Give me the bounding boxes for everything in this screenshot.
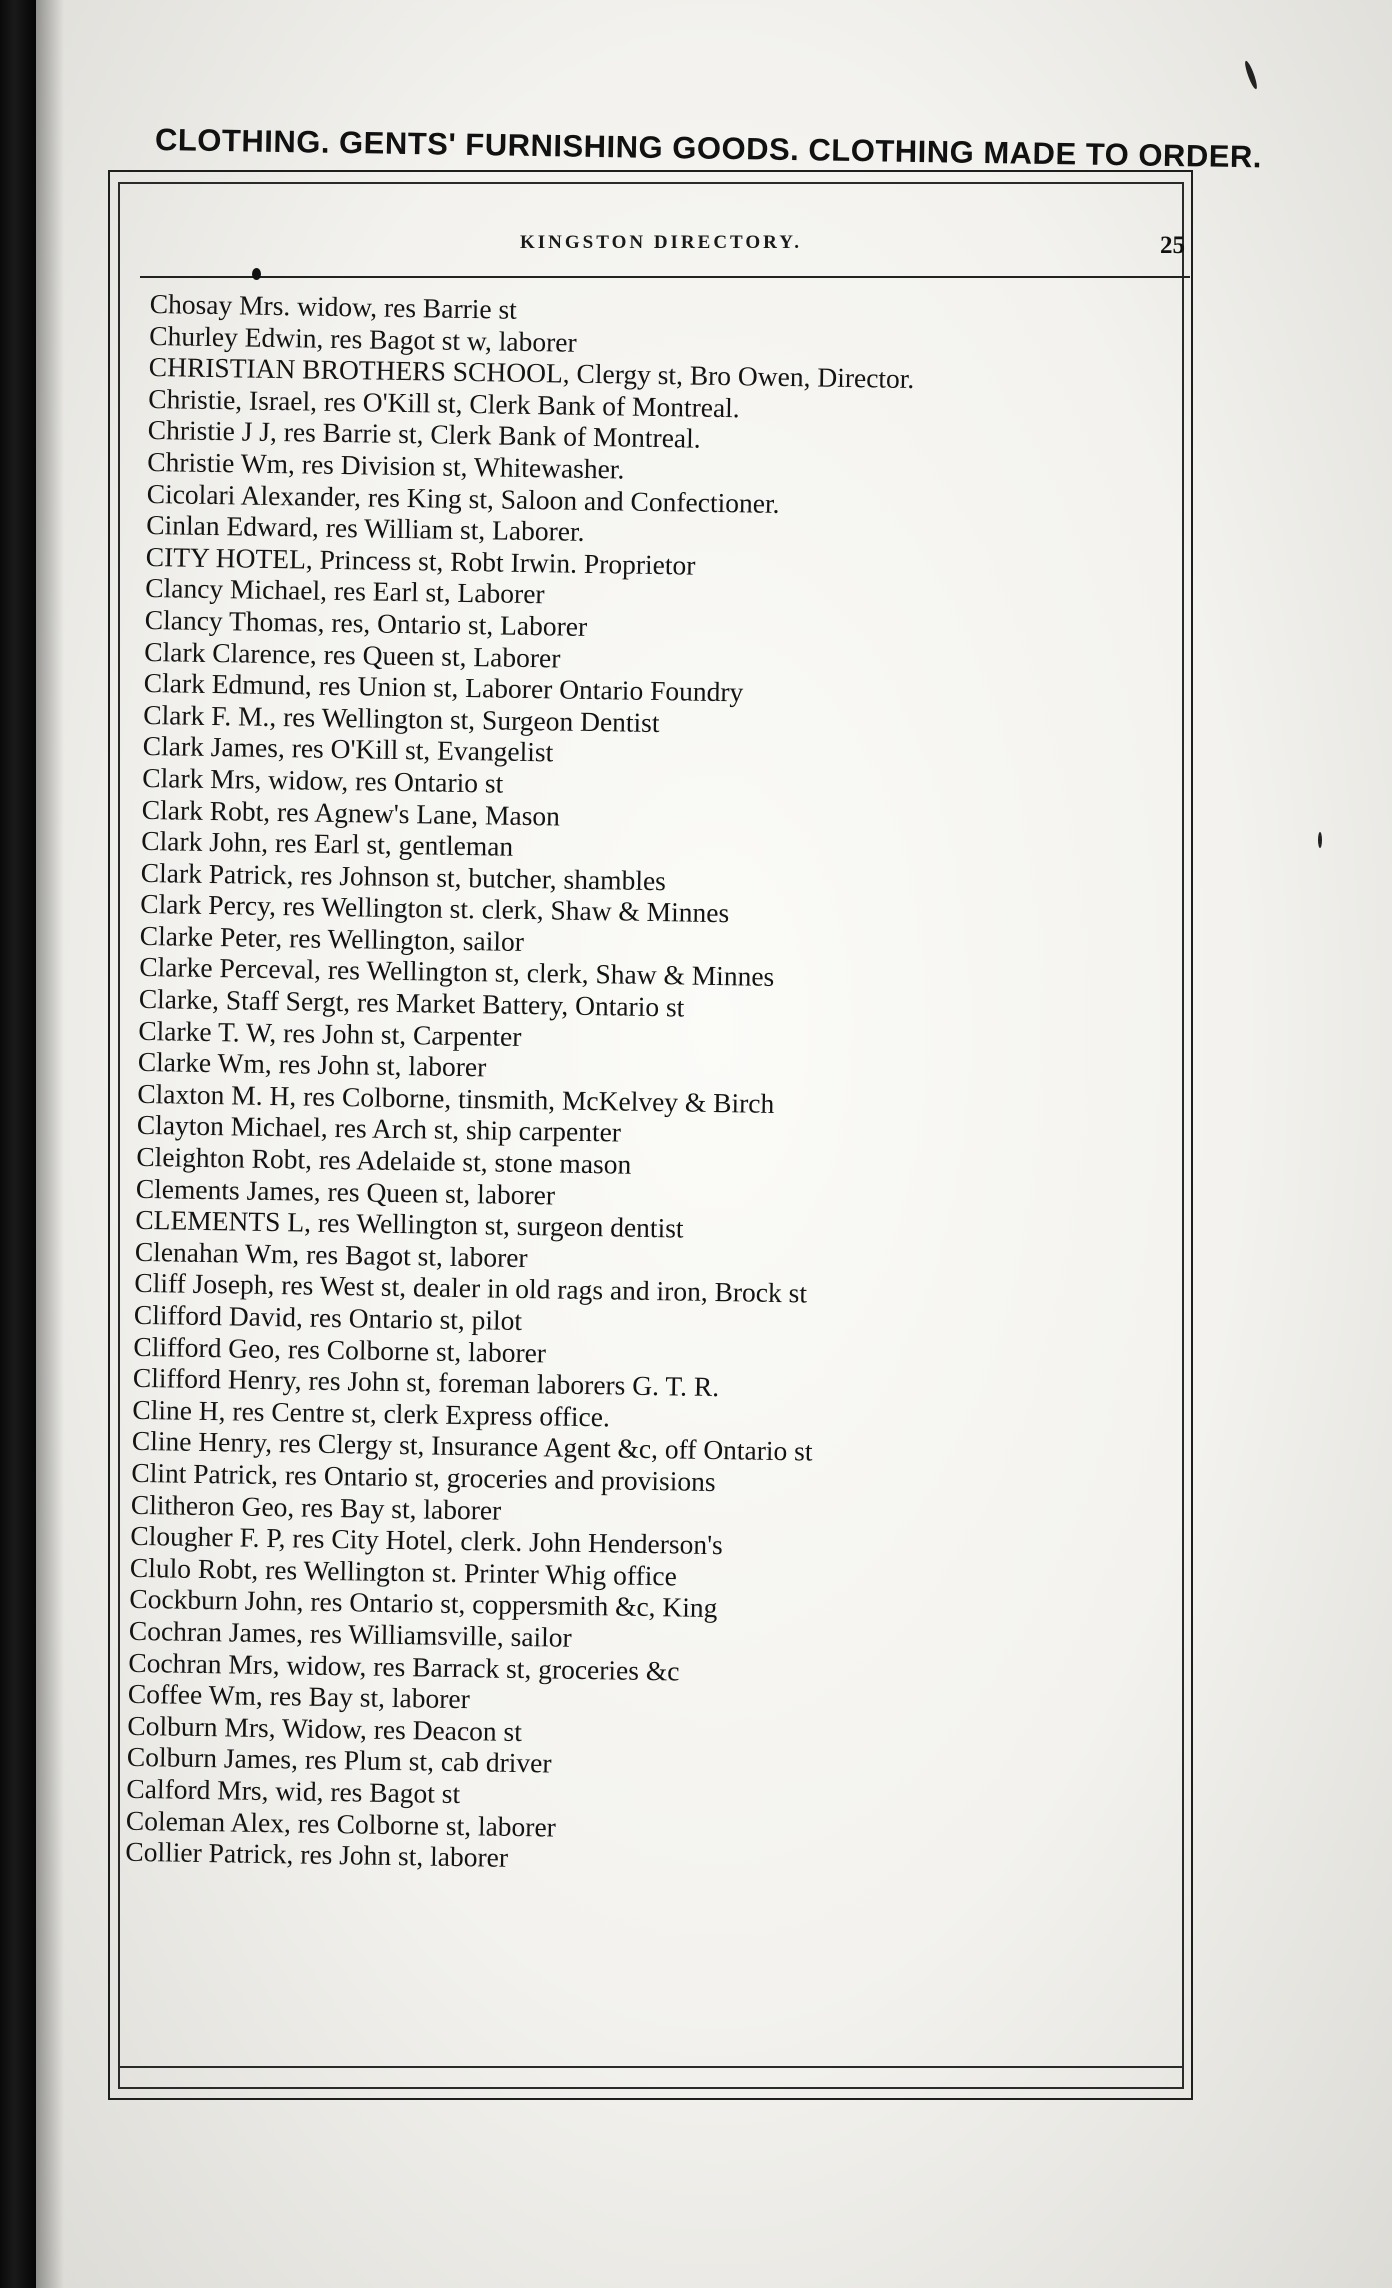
- directory-entry: Cochran Mrs, widow, res Barrack st, groceries &c: [128, 1646, 680, 1687]
- directory-entry: Cleighton Robt, res Adelaide st, stone mason: [136, 1140, 632, 1180]
- directory-entry: Clark Patrick, res Johnson st, butcher, shambles: [140, 856, 667, 896]
- directory-entry: Cicolari Alexander, res King st, Saloon and Confectioner.: [146, 477, 780, 519]
- directory-entry: Christie, Israel, res O'Kill st, Clerk Bank of Montreal.: [148, 382, 740, 424]
- directory-entry: Clements James, res Queen st, laborer: [135, 1172, 556, 1211]
- directory-entry: Clulo Robt, res Wellington st. Printer Whig office: [129, 1551, 678, 1592]
- directory-entry: Clark Robt, res Agnew's Lane, Mason: [141, 793, 561, 832]
- directory-entry: Cline H, res Centre st, clerk Express office.: [132, 1393, 611, 1433]
- footer-rule: [118, 2066, 1184, 2068]
- directory-entry: Coffee Wm, res Bay st, laborer: [127, 1677, 470, 1715]
- paper-speck: [1318, 832, 1322, 848]
- directory-entry: Clayton Michael, res Arch st, ship carpenter: [136, 1109, 622, 1148]
- directory-entry: Colburn Mrs, Widow, res Deacon st: [127, 1709, 523, 1747]
- header-rule: [140, 276, 1190, 278]
- directory-entry: Clark Mrs, widow, res Ontario st: [142, 761, 504, 799]
- directory-entry: Cinlan Edward, res William st, Laborer.: [146, 509, 585, 548]
- directory-entry: Clarke, Staff Sergt, res Market Battery, Ontario st: [138, 982, 685, 1023]
- directory-entry: Cochran James, res Williamsville, sailor: [128, 1614, 572, 1653]
- rule-ornament: [252, 268, 261, 280]
- directory-entry: Clark James, res O'Kill st, Evangelist: [142, 730, 554, 768]
- directory-entry: Calford Mrs, wid, res Bagot st: [126, 1772, 461, 1809]
- running-title: KINGSTON DIRECTORY.: [520, 232, 802, 253]
- advertising-banner: CLOTHING. GENTS' FURNISHING GOODS. CLOTHING MADE TO ORDER.: [154, 122, 1263, 175]
- directory-entry: CITY HOTEL, Princess st, Robt Irwin. Proprietor: [145, 540, 696, 581]
- directory-entry: Christie J J, res Barrie st, Clerk Bank of Montreal.: [147, 414, 701, 455]
- directory-entry: Clark F. M., res Wellington st, Surgeon Dentist: [143, 698, 660, 738]
- directory-entry: Coleman Alex, res Colborne st, laborer: [125, 1804, 557, 1843]
- directory-entry: Clarke Peter, res Wellington, sailor: [139, 919, 525, 957]
- directory-entry: Collier Patrick, res John st, laborer: [125, 1835, 509, 1873]
- directory-entry: Clougher F. P, res City Hotel, clerk. John Henderson's: [130, 1520, 723, 1561]
- page-header: [140, 232, 1190, 272]
- directory-entry: Clarke Wm, res John st, laborer: [137, 1046, 487, 1083]
- directory-entry: Claxton M. H, res Colborne, tinsmith, McKelvey & Birch: [137, 1077, 775, 1119]
- directory-entry: Clarke T. W, res John st, Carpenter: [138, 1014, 522, 1052]
- directory-entry: Clifford Geo, res Colborne st, laborer: [133, 1330, 547, 1368]
- directory-entry: CLEMENTS L, res Wellington st, surgeon dentist: [135, 1204, 684, 1244]
- directory-entry: Cliff Joseph, res West st, dealer in old rags and iron, Brock st: [134, 1267, 808, 1309]
- directory-entries: [125, 288, 1180, 1884]
- directory-entry: Clarke Perceval, res Wellington st, clerk, Shaw & Minnes: [139, 951, 775, 993]
- book-spine: [0, 0, 36, 2288]
- directory-entry: Colburn James, res Plum st, cab driver: [126, 1741, 552, 1779]
- directory-entry: Chosay Mrs. widow, res Barrie st: [149, 288, 518, 325]
- directory-entry: Clint Patrick, res Ontario st, groceries and provisions: [131, 1456, 716, 1497]
- directory-entry: Clifford David, res Ontario st, pilot: [133, 1298, 523, 1336]
- directory-entry: Clancy Michael, res Earl st, Laborer: [145, 572, 545, 610]
- directory-entry: Christie Wm, res Division st, Whitewasher.: [147, 445, 625, 485]
- directory-entry: Clancy Thomas, res, Ontario st, Laborer: [144, 603, 588, 642]
- directory-entry: Clark Edmund, res Union st, Laborer Ontario Foundry: [143, 667, 744, 708]
- directory-entry: CHRISTIAN BROTHERS SCHOOL, Clergy st, Bro Owen, Director.: [148, 351, 915, 395]
- page-number: 25: [1160, 232, 1185, 259]
- directory-entry: Clenahan Wm, res Bagot st, laborer: [134, 1235, 528, 1273]
- directory-entry: Churley Edwin, res Bagot st w, laborer: [149, 319, 577, 358]
- directory-entry: Cline Henry, res Clergy st, Insurance Agent &c, off Ontario st: [131, 1425, 813, 1467]
- directory-entry: Clark Percy, res Wellington st. clerk, Shaw & Minnes: [140, 888, 730, 929]
- directory-entry: Clark John, res Earl st, gentleman: [141, 825, 514, 862]
- directory-entry: Cockburn John, res Ontario st, coppersmith &c, King: [129, 1583, 718, 1624]
- directory-entry: Clark Clarence, res Queen st, Laborer: [144, 635, 561, 674]
- directory-entry: Clitheron Geo, res Bay st, laborer: [130, 1488, 502, 1526]
- directory-entry: Clifford Henry, res John st, foreman laborers G. T. R.: [132, 1362, 720, 1403]
